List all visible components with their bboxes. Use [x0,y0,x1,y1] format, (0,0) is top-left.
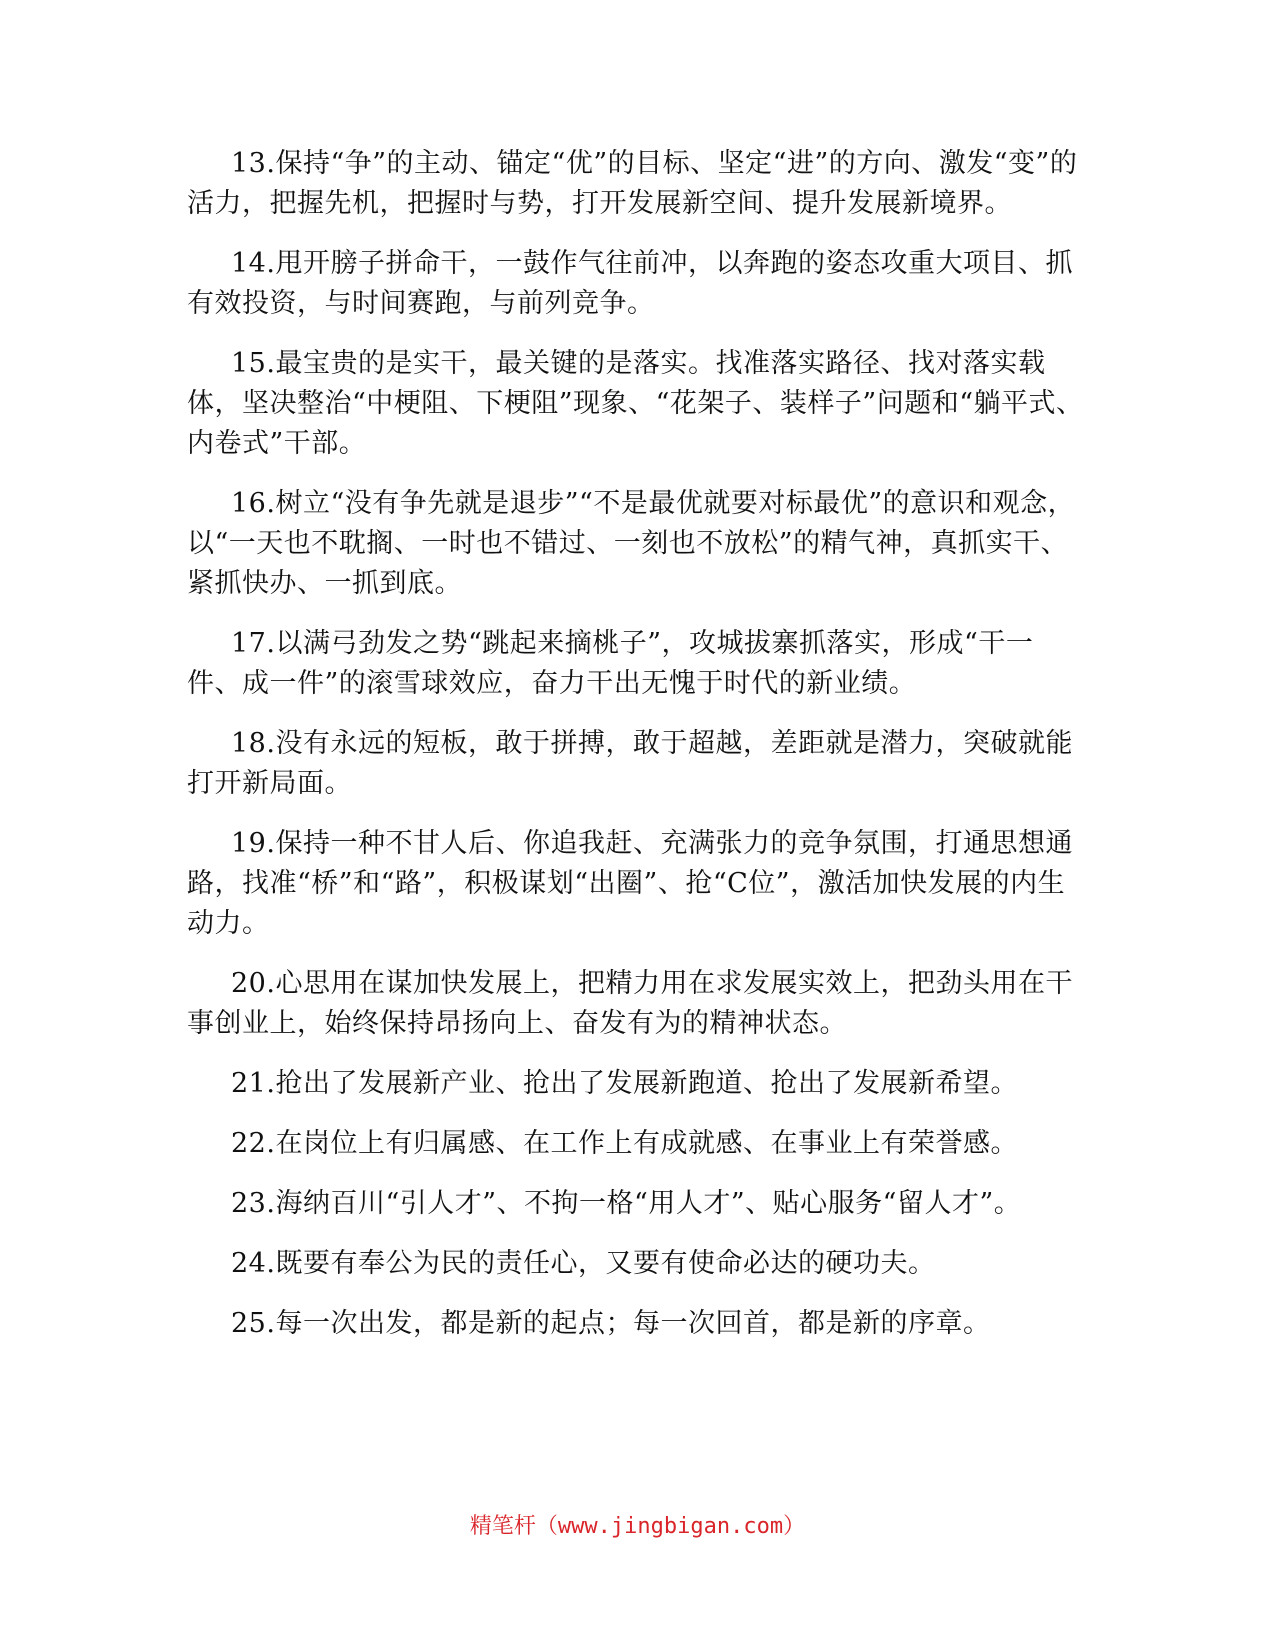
paragraph-13: 13.保持“争”的主动、锚定“优”的目标、坚定“进”的方向、激发“变”的活力，把握先机，把握时与势，打开发展新空间、提升发展新境界。 [187,148,1078,219]
paragraph-15: 15.最宝贵的是实干，最关键的是落实。找准落实路径、找对落实载体，坚决整治“中梗阻、下梗阻”现象、“花架子、装样子”问题和“躺平式、内卷式”干部。 [187,348,1084,459]
paragraph-17: 17.以满弓劲发之势“跳起来摘桃子”，攻城拔寨抓落实，形成“干一件、成一件”的滚雪球效应，奋力干出无愧于时代的新业绩。 [187,628,1034,699]
paragraph-18: 18.没有永远的短板，敢于拼搏，敢于超越，差距就是潜力，突破就能打开新局面。 [187,728,1073,799]
paragraph-20: 20.心思用在谋加快发展上，把精力用在求发展实效上，把劲头用在干事创业上，始终保持昂扬向上、奋发有为的精神状态。 [187,968,1073,1039]
paragraph-14: 14.甩开膀子拼命干，一鼓作气往前冲，以奔跑的姿态攻重大项目、抓有效投资，与时间赛跑，与前列竞争。 [187,248,1073,319]
paragraph-21: 21.抢出了发展新产业、抢出了发展新跑道、抢出了发展新希望。 [231,1068,1018,1099]
paragraph-22: 22.在岗位上有归属感、在工作上有成就感、在事业上有荣誉感。 [231,1128,1018,1159]
document-body [187,144,1087,1364]
paragraph-16: 16.树立“没有争先就是退步”“不是最优就要对标最优”的意识和观念，以“一天也不耽搁、一时也不错过、一刻也不放松”的精气神，真抓实干、紧抓快办、一抓到底。 [187,488,1076,599]
paragraph-24: 24.既要有奉公为民的责任心，又要有使命必达的硬功夫。 [231,1248,936,1279]
footer-watermark[interactable]: 精笔杆（www.jingbigan.com） [469,1514,806,1539]
paragraph-25: 25.每一次出发，都是新的起点；每一次回首，都是新的序章。 [231,1308,991,1339]
paragraph-23: 23.海纳百川“引人才”、不拘一格“用人才”、贴心服务“留人才”。 [231,1188,1022,1219]
paragraph-19: 19.保持一种不甘人后、你追我赶、充满张力的竞争氛围，打通思想通路，找准“桥”和“路”，积极谋划“出圈”、抢“C位”，激活加快发展的内生动力。 [187,828,1073,939]
